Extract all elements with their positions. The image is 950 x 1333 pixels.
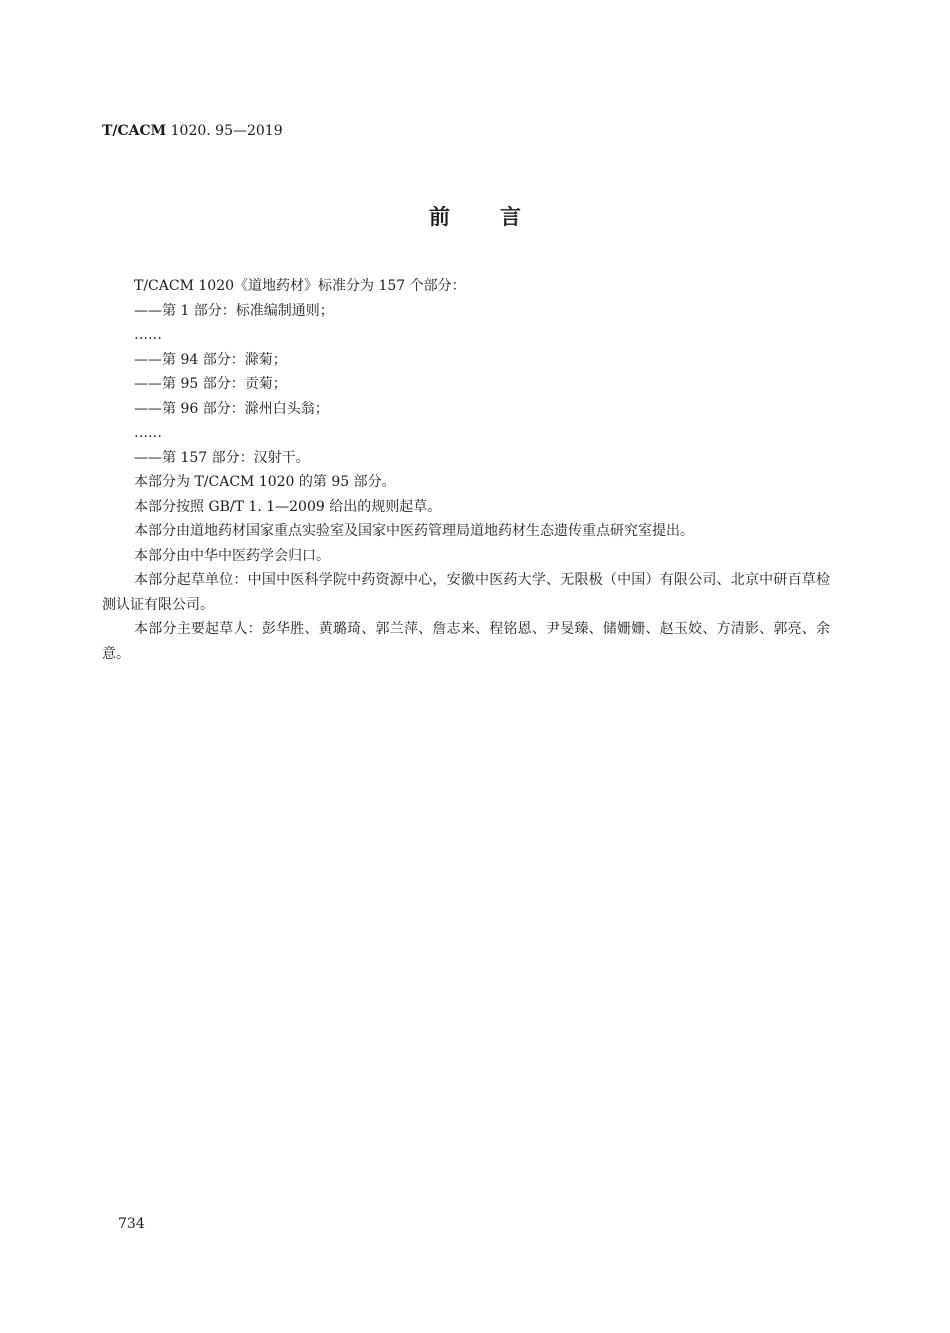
ellipsis-line: ……: [134, 425, 162, 441]
standard-code: [102, 122, 283, 140]
list-item-part-95: ——第 95 部分：贡菊；: [134, 376, 287, 392]
paragraph-drafters: 本部分主要起草人：彭华胜、黄璐琦、郭兰萍、詹志来、程铭恩、尹旻臻、储姗姗、赵玉姣、方清影、郭亮、余意。: [102, 621, 830, 662]
list-item-part-94: ——第 94 部分：滁菊；: [134, 351, 287, 368]
page-number: 734: [118, 1216, 145, 1232]
ellipsis-line: ……: [134, 327, 162, 343]
standard-code-number: 1020. 95—2019: [166, 123, 283, 139]
standard-code-prefix: T/CACM: [102, 123, 167, 139]
list-item-part-157: ——第 157 部分：汉射干。: [134, 449, 310, 466]
page-title: 前言: [429, 205, 571, 229]
list-item-part-96: ——第 96 部分：滁州白头翁；: [134, 400, 329, 417]
document-body: [102, 274, 830, 666]
paragraph-drafting-units: 本部分起草单位：中国中医科学院中药资源中心，安徽中医药大学、无限极（中国）有限公司、北京中研百草检测认证有限公司。: [102, 572, 830, 613]
paragraph-centralized-by: 本部分由中华中医药学会归口。: [134, 547, 330, 564]
paragraph-proposer: 本部分由道地药材国家重点实验室及国家中医药管理局道地药材生态遗传重点研究室提出。: [134, 523, 694, 539]
paragraph-drafting-rules: 本部分按照 GB/T 1. 1—2009 给出的规则起草。: [134, 498, 442, 515]
paragraph-intro: T/CACM 1020《道地药材》标准分为 157 个部分：: [134, 278, 466, 294]
paragraph-part-statement: 本部分为 T/CACM 1020 的第 95 部分。: [134, 474, 396, 490]
list-item-part-1: ——第 1 部分：标准编制通则；: [134, 302, 334, 319]
